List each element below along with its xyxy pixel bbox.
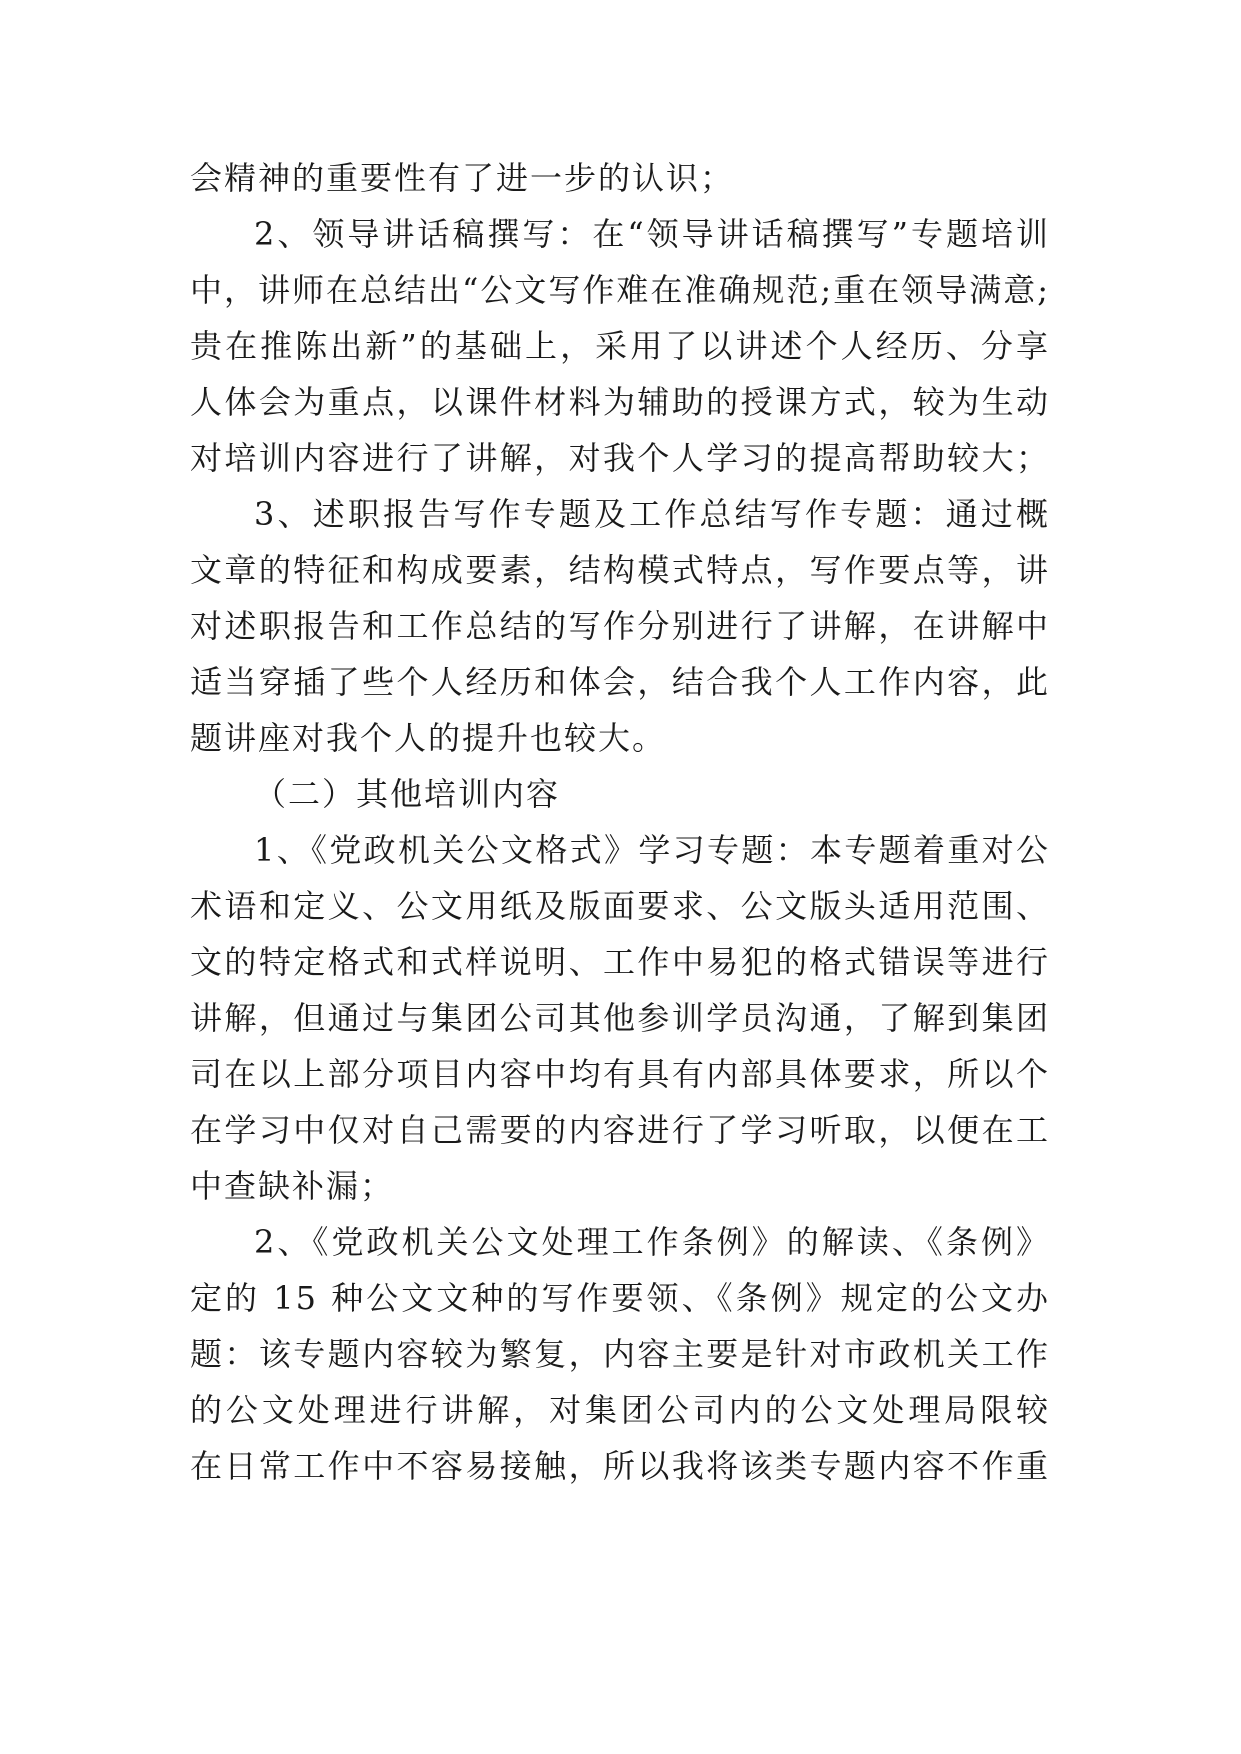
text-line: 2、领导讲话稿撰写：在“领导讲话稿撰写”专题培训 (254, 215, 1050, 253)
text-line: 文的特定格式和式样说明、工作中易犯的格式错误等进行 (190, 943, 1050, 981)
text-line: 在日常工作中不容易接触，所以我将该类专题内容不作重 (190, 1447, 1050, 1485)
text-line: 中，讲师在总结出“公文写作难在准确规范;重在领导满意; (190, 271, 1050, 309)
text-line: 题讲座对我个人的提升也较大。 (190, 719, 667, 757)
text-line: 文章的特征和构成要素，结构模式特点，写作要点等，讲 (190, 551, 1050, 589)
text-line: 人体会为重点，以课件材料为辅助的授课方式，较为生动 (190, 383, 1050, 421)
text-line: 中查缺补漏； (190, 1167, 395, 1205)
text-line: 对述职报告和工作总结的写作分别进行了讲解，在讲解中 (190, 607, 1050, 645)
text-line: 2、《党政机关公文处理工作条例》的解读、《条例》 (254, 1223, 1050, 1261)
text-line: 定的 15 种公文文种的写作要领、《条例》规定的公文办 (190, 1279, 1050, 1317)
text-line: 适当穿插了些个人经历和体会，结合我个人工作内容，此 (190, 663, 1050, 701)
text-line: 在学习中仅对自己需要的内容进行了学习听取，以便在工 (190, 1111, 1050, 1149)
text-line: 司在以上部分项目内容中均有具有内部具体要求，所以个 (190, 1055, 1050, 1093)
text-line: 讲解，但通过与集团公司其他参训学员沟通，了解到集团 (190, 999, 1050, 1037)
text-line: 术语和定义、公文用纸及版面要求、公文版头适用范围、 (190, 887, 1050, 925)
text-line: 题：该专题内容较为繁复，内容主要是针对市政机关工作 (190, 1335, 1050, 1373)
section-heading: （二）其他培训内容 (254, 775, 561, 813)
text-line: 贵在推陈出新”的基础上，采用了以讲述个人经历、分享 (190, 327, 1050, 365)
text-line: 对培训内容进行了讲解，对我个人学习的提高帮助较大； (190, 439, 1050, 477)
text-line: 1、《党政机关公文格式》学习专题：本专题着重对公 (254, 831, 1050, 869)
body-text (190, 150, 1050, 1494)
text-line: 会精神的重要性有了进一步的认识； (190, 159, 735, 197)
text-line: 3、述职报告写作专题及工作总结写作专题：通过概 (254, 495, 1050, 533)
text-line: 的公文处理进行讲解，对集团公司内的公文处理局限较 (190, 1391, 1050, 1429)
